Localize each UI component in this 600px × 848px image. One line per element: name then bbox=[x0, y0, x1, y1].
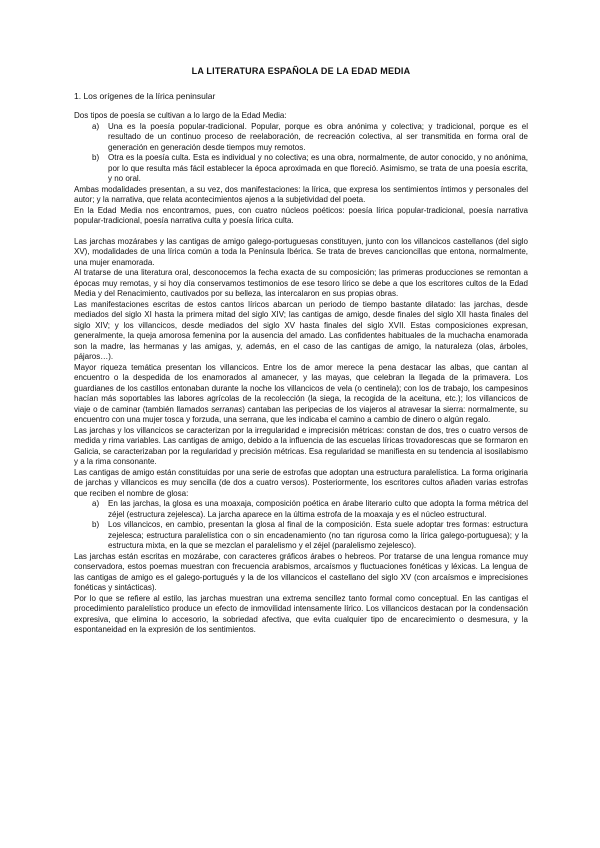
glosa-list bbox=[74, 499, 528, 552]
section-heading: 1. Los orígenes de la lírica peninsular bbox=[74, 90, 216, 101]
poetry-types-list bbox=[74, 122, 528, 185]
list-item: a) En las jarchas, la glosa es una moaxaja, composición poética en árabe literario culto que adopta la forma métrica del zéjel (estructura zejelesca). La jarcha aparece en la última estrofa de la moaxaja y es el núcleo estructural. bbox=[92, 499, 528, 519]
paragraph: En la Edad Media nos encontramos, pues, con cuatro núcleos poéticos: poesía lírica popular-tradicional, poesía narrativa popular-tradicional, poesía narrativa culta y poesía lírica culta. bbox=[74, 205, 528, 225]
paragraph: Las cantigas de amigo están constituidas por una serie de estrofas que adoptan una estructura paralelística. La forma originaria de jarchas y villancicos es muy sencilla (de dos a cuatro versos). Posteriormente, los escritores cultos añaden varias estrofas que reciben el nombre de glosa: bbox=[74, 467, 528, 498]
list-item: b) Los villancicos, en cambio, presentan la glosa al final de la composición. Esta suele adoptar tres formas: estructura zejelesca; estructura paralelística con o sin encadenamiento (no tan rigurosa como la lírica galego-portuguesa); y la estructura mixta, en la que se mezclan el paralelismo y el zéjel (paralelismo zejelesco). bbox=[92, 520, 528, 550]
paragraph: Las jarchas están escritas en mozárabe, con caracteres gráficos árabes o hebreos. Por tratarse de una lengua romance muy conservadora, estos poemas muestran con frecuencia arabismos, arcaísmos y fluctuaciones fonéticas y léxicas. La lengua de las cantigas de amigo es el galego-portugués y la de los villancicos el castellano del siglo XV (con arcaísmos e imprecisiones fonéticas y sintácticas). bbox=[74, 551, 528, 592]
paragraph: Al tratarse de una literatura oral, desconocemos la fecha exacta de su composición; las primeras producciones se remontan a épocas muy remotas, y si hoy día conservamos testimonios de ese tesoro lírico se debe a que los escritores cultos de la Edad Media y del Renacimiento, cautivados por su belleza, las intercalaron en sus propias obras. bbox=[74, 268, 528, 298]
paragraph: Las manifestaciones escritas de estos cantos líricos abarcan un periodo de tiempo bastante dilatado: las jarchas, desde mediados del siglo XI hasta la primera mitad del siglo XIV; las cantigas de amigo, desde finales del siglo XII hasta finales del siglo XIV; y los villancicos, desde mediados del siglo XV hasta finales del siglo XVII. Estas composiciones expresan, generalmente, la queja amorosa femenina por la ausencia del amado. Las confidentes habituales de la muchacha enamorada son la madre, las hermanas y las amigas, y, además, en el caso de las cantigas de amigo, la naturaleza (olas, árboles, pájaros…). bbox=[74, 299, 528, 361]
list-item: a) Una es la poesía popular-tradicional. Popular, porque es obra anónima y colectiva; y tradicional, porque es el resultado de un continuo proceso de reelaboración, de recreación colectiva, al ser transmitida en forma oral de generación en generación desde tiempos muy remotos. bbox=[92, 121, 528, 152]
document-title: LA LITERATURA ESPAÑOLA DE LA EDAD MEDIA bbox=[191, 66, 411, 76]
paragraph: Ambas modalidades presentan, a su vez, dos manifestaciones: la lírica, que expresa los sentimientos íntimos y personales del autor; y la narrativa, que relata acontecimientos ajenos a la subjetividad del poeta. bbox=[74, 184, 528, 204]
paragraph: Las jarchas y los villancicos se caracterizan por la irregularidad e imprecisión métricas: constan de dos, tres o cuatro versos de medida y rima variables. Las cantigas de amigo, debido a la influencia de las escuelas líricas trovadorescas que se formaron en Galicia, se caracterizaban por la regularidad y precisión métricas. Esa regularidad se manifiesta en su tendencia al isosilabismo y a la rima consonante. bbox=[74, 425, 528, 466]
paragraph: Las jarchas mozárabes y las cantigas de amigo galego-portuguesas constituyen, junto con los villancicos castellanos (del siglo XV), modalidades de una lírica común a toda la Península Ibérica. Se trata de breves cancioncillas que entona, normalmente, una mujer enamorada. bbox=[74, 236, 528, 267]
paragraph: Mayor riqueza temática presentan los villancicos. Entre los de amor merece la pena destacar las albas, que cantan al encuentro o la despedida de los enamorados al amanecer, y las mayas, que celebran la llegada de la primavera. Los guardianes de los castillos entonaban durante la noche los villancicos de vela (o centinela); con los de trabajo, los campesinos hacían más soportables las labores agrícolas de la recolección (la siega, la recogida de la aceituna, etc.); los villancicos de viaje o de caminar (también llamados serranas) cantaban las peripecias de los viajeros al atravesar la sierra: normalmente, su encuentro con una mujer tosca y forzuda, una serrana, que les indicaba el camino a cambio de dinero o algún regalo. bbox=[74, 362, 528, 424]
intro-paragraph: Dos tipos de poesía se cultivan a lo largo de la Edad Media: bbox=[74, 111, 287, 120]
list-item: b) Otra es la poesía culta. Esta es individual y no colectiva; es una obra, normalmente, de autor conocido, y no anónima, por lo que resulta más fácil establecer la época aproximada en que floreció. Asimismo, se trata de una poesía escrita, y no oral. bbox=[92, 153, 528, 183]
paragraph: Por lo que se refiere al estilo, las jarchas muestran una extrema sencillez tanto formal como conceptual. En las cantigas el procedimiento paralelístico produce un efecto de inmovilidad intensamente lírico. Los villancicos destacan por la condensación expresiva, que elimina lo accesorio, la sobriedad afectiva, que evita cualquier tipo de encarecimiento o desmesura, y la espontaneidad en la expresión de los sentimientos. bbox=[74, 593, 528, 634]
document-page bbox=[74, 66, 528, 636]
